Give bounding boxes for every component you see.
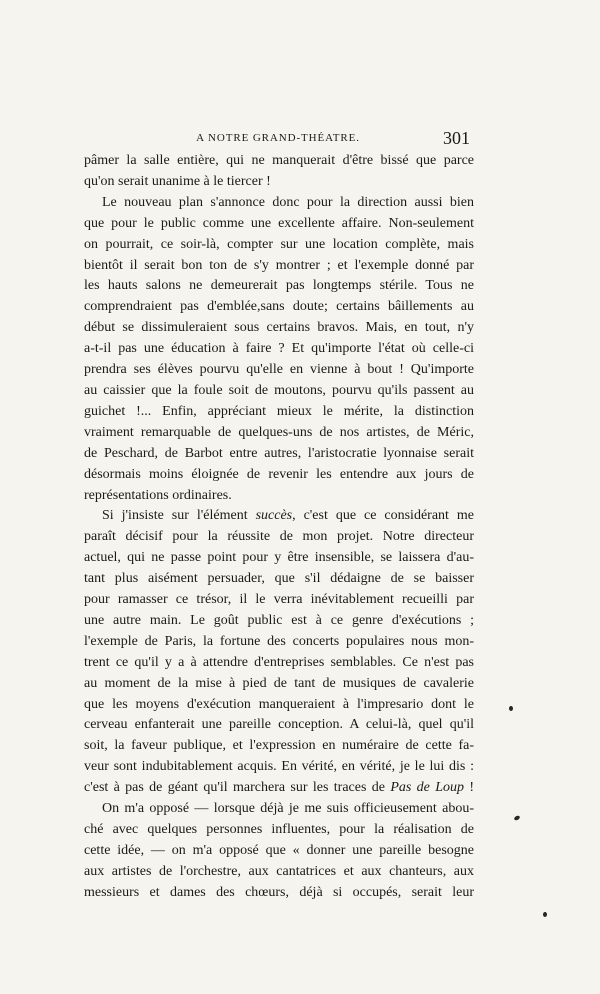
- text-line: guichet !... Enfin, appréciant mieux le mérite, la distinction: [84, 403, 474, 419]
- ink-speck: [543, 912, 547, 917]
- text-line: messieurs et dames des chœurs, déjà si occupés, serait leur: [84, 884, 474, 900]
- ink-speck: [509, 706, 513, 711]
- running-head: [86, 128, 470, 152]
- text-line: tant plus aisément persuader, que s'il dédaigne de se baisser: [84, 571, 474, 587]
- text-line: comprendraient pas d'emblée,sans doute; certains bâillements au: [84, 299, 474, 315]
- text-line: début se dissimuleraient sous certains bravos. Mais, en tout, n'y: [84, 320, 474, 336]
- text-line: vraiment remarquable de quelques-uns de nos artistes, de Méric,: [84, 424, 474, 440]
- running-title: A NOTRE GRAND-THÉATRE.: [196, 132, 360, 144]
- text-line: On m'a opposé — lorsque déjà je me suis officieusement abou-: [102, 801, 474, 817]
- text-line: prendra ses élèves pourvu qu'elle en vienne à bout ! Qu'importe: [84, 362, 474, 378]
- text-line: de Peschard, de Barbot entre autres, l'aristocratie lyonnaise serait: [84, 445, 474, 461]
- text-line: veur sont indubitablement acquis. En vérité, en vérité, je le lui dis :: [84, 759, 474, 775]
- text-line: soit, la faveur publique, et l'expression en numéraire de cette fa-: [84, 738, 474, 754]
- text-line: c'est à pas de géant qu'il marchera sur les traces de Pas de Loup !: [84, 780, 475, 796]
- text-line: au moment de la mise à pied de tant de musiques de cavalerie: [84, 675, 474, 691]
- text-line: bientôt il serait bon ton de s'y montrer ; et l'exemple donné par: [84, 257, 474, 273]
- text-line: Si j'insiste sur l'élément succès, c'est que ce considérant me: [102, 508, 474, 524]
- text-line: les hauts salons ne demeurerait pas longtemps stérile. Tous ne: [84, 278, 474, 294]
- text-line: on pourrait, ce soir-là, compter sur une location complète, mais: [84, 236, 474, 252]
- text-line: a-t-il pas une éducation à faire ? Et qu'importe l'état où celle-ci: [84, 341, 474, 357]
- text-line: qu'on serait unanime à le tiercer !: [84, 173, 271, 189]
- ink-speck: [513, 815, 520, 821]
- text-line: l'exemple de Paris, la fortune des concerts populaires nous mon-: [84, 633, 474, 649]
- text-line: au caissier que la foule soit de moutons, pourvu qu'ils passent au: [84, 382, 474, 398]
- text-line: que les moyens d'exécution manqueraient à l'impresario dont le: [84, 696, 474, 712]
- text-line: représentations ordinaires.: [84, 487, 232, 503]
- text-line: paraît décisif pour la réussite de mon projet. Notre directeur: [84, 529, 474, 545]
- text-line: aux artistes de l'orchestre, aux cantatrices et aux chanteurs, aux: [84, 863, 474, 879]
- text-line: désormais moins éloignée de revenir les entendre aux jours de: [84, 466, 474, 482]
- text-line: ché avec quelques personnes influentes, pour la réalisation de: [84, 822, 474, 837]
- text-line: pour ramasser ce trésor, il le verra inévitablement recueilli par: [84, 592, 474, 608]
- text-line: actuel, qui ne passe point pour y être insensible, se laissera d'au-: [84, 550, 474, 566]
- text-line: Le nouveau plan s'annonce donc pour la direction aussi bien: [102, 194, 474, 210]
- text-line: pâmer la salle entière, qui ne manquerait d'être bissé que parce: [84, 153, 474, 168]
- text-line: cette idée, — on m'a opposé que « donner une pareille besogne: [84, 842, 474, 858]
- text-line: trent ce qu'il y a à attendre d'entreprises semblables. Ce n'est pas: [84, 654, 474, 670]
- text-line: que pour le public comme une excellente affaire. Non-seulement: [84, 215, 474, 231]
- body-text: [84, 151, 474, 904]
- page-number: 301: [443, 128, 470, 148]
- text-line: cerveau enfanterait une pareille conception. A celui-là, quel qu'il: [84, 717, 474, 733]
- text-line: une autre main. Le goût public est à ce genre d'exécutions ;: [84, 612, 474, 628]
